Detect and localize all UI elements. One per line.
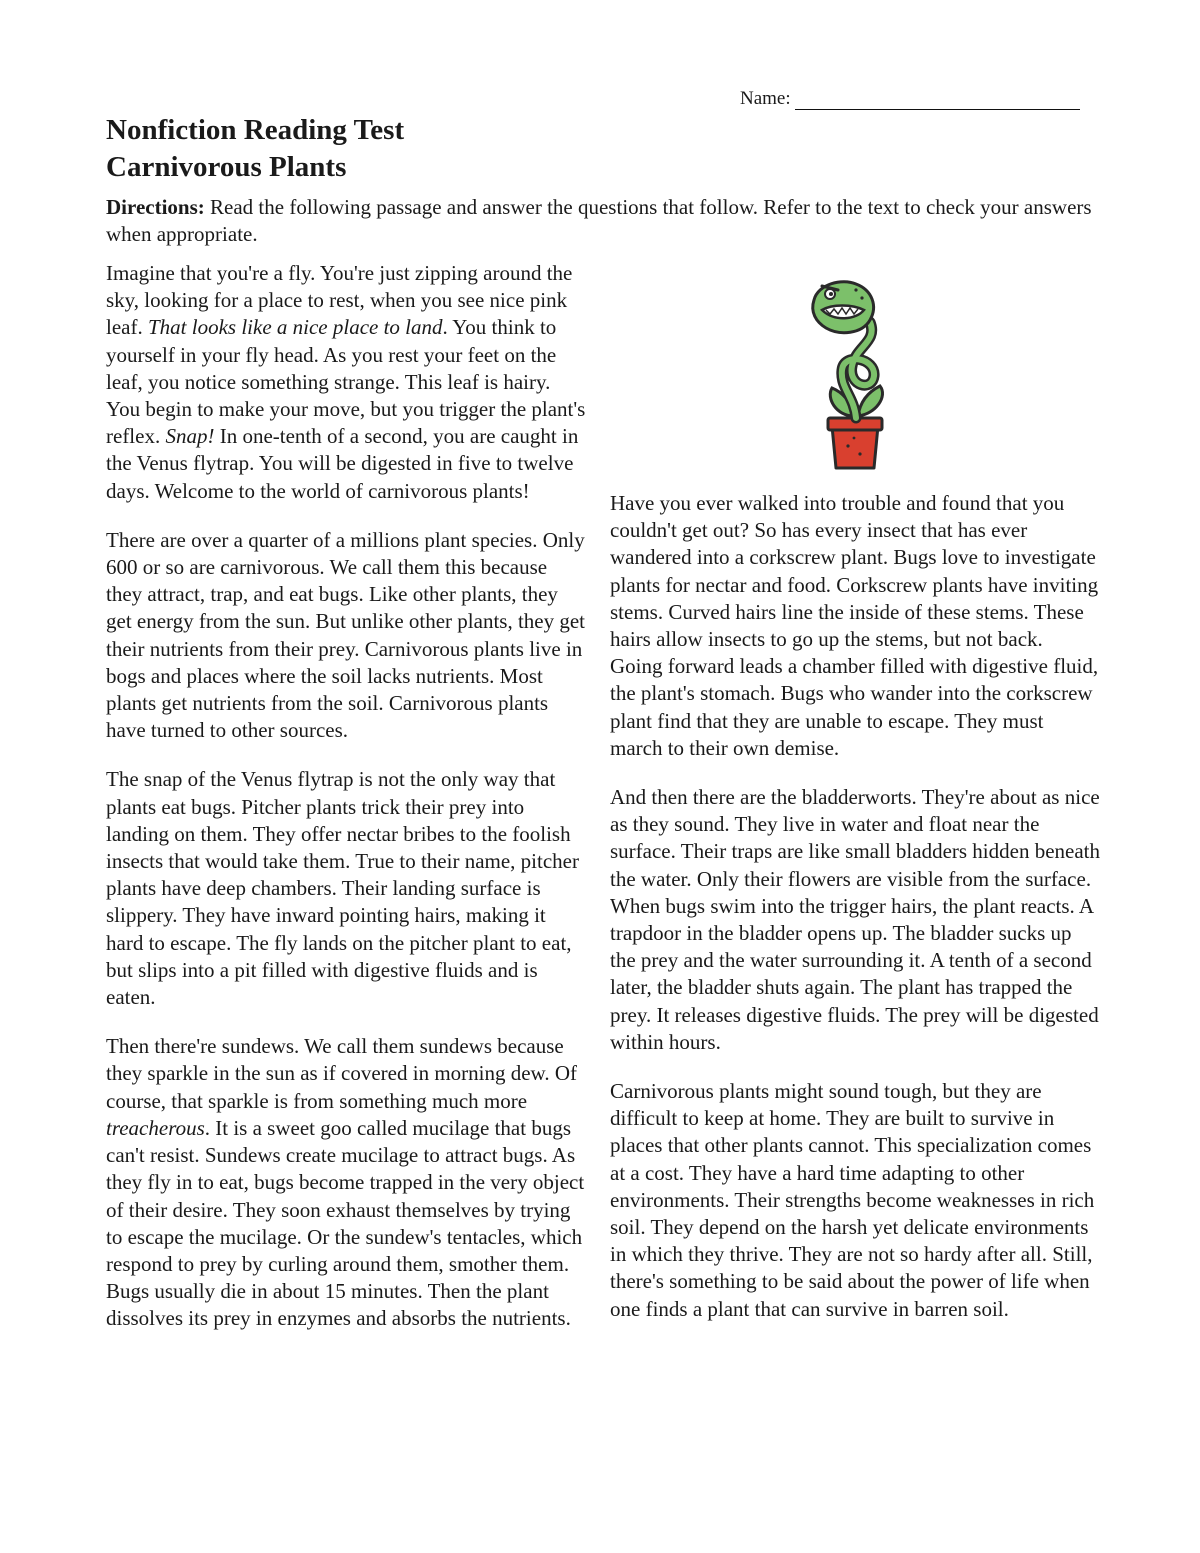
- passage-left-column: [106, 260, 588, 1355]
- name-field: [740, 88, 1080, 110]
- directions: [106, 194, 1096, 247]
- name-label: Name:: [740, 88, 791, 109]
- pot-dot: [846, 444, 849, 447]
- italic-run: Snap!: [165, 424, 215, 449]
- passage-paragraph-5: Have you ever walked into trouble and found that you couldn't get out? So has every insect that has ever wandered into a corkscrew plant. Bugs love to investigate plants for nectar and food. Corkscrew plants have inviting stems. Curved hairs line the inside of these stems. These hairs allow insects to go up the stems, but not back. Going forward leads a chamber filled with digestive fluid, the plant's stomach. Bugs who wander into the corkscrew plant find that they are unable to escape. They must march to their own demise.: [610, 491, 1099, 760]
- text-run: . It is a sweet goo called mucilage that bugs can't resist. Sundews create mucilage to attract bugs. As they fly in to eat, bugs become trapped in the very object of their desire. They soon exhaust themselves by trying to escape the mucilage. Or the sundew's tentacles, which respond to prey by curling around them, smother them. Bugs usually die in about 15 minutes. Then the plant dissolves its prey in enzymes and absorbs the nutrients.: [106, 1115, 585, 1331]
- name-blank-line[interactable]: [795, 91, 1080, 110]
- leaf-right: [858, 386, 883, 416]
- passage-paragraph-6: And then there are the bladderworts. They're about as nice as they sound. They live in water and float near the surface. Their traps are like small bladders hidden beneath the water. Only their flowers are visible from the surface. When bugs swim into the trigger hairs, the plant reacts. A trapdoor in the bladder opens up. The bladder sucks up the prey and the water surrounding it. A tenth of a second later, the bladder shuts again. The plant has trapped the prey. It releases digestive fluids. The prey will be digested within hours.: [610, 785, 1101, 1054]
- pot-dot: [858, 452, 861, 455]
- passage-paragraph-4: [106, 1033, 588, 1332]
- directions-label: Directions:: [106, 195, 205, 219]
- directions-text: Read the following passage and answer the questions that follow. Refer to the text to check your answers when appropriate.: [106, 195, 1092, 246]
- passage-paragraph-3: The snap of the Venus flytrap is not the only way that plants eat bugs. Pitcher plants trick their prey into landing on them. They offer nectar bribes to the foolish insects that would take them. True to their name, pitcher plants have deep chambers. Their landing surface is slippery. They have inward pointing hairs, making it hard to escape. The fly lands on the pitcher plant to eat, but slips into a pit filled with digestive fluids and is eaten.: [106, 767, 579, 1010]
- passage-paragraph-1: [106, 260, 588, 505]
- text-run: Then there're sundews. We call them sundews because they sparkle in the sun as if covered in morning dew. Of course, that sparkle is from something much more: [106, 1034, 578, 1113]
- text-run: Imagine that you're a fly. You're just zipping around the sky, looking for a place to rest, when you see nice pink leaf.: [106, 261, 573, 340]
- passage-paragraph-7: Carnivorous plants might sound tough, but they are difficult to keep at home. They are built to survive in places that other plants cannot. This specialization comes at a cost. They have a hard time adapting to other environments. Their strengths become weaknesses in rich soil. They depend on the harsh yet delicate environments in which they thrive. They are not so hardy after all. Still, there's something to be said about the power of life when one finds a plant that can survive in barren soil.: [610, 1079, 1095, 1321]
- italic-run: That looks like a nice place to land: [147, 315, 443, 340]
- italic-run: treacherous: [106, 1115, 205, 1140]
- pot-icon: [832, 426, 878, 468]
- page-title: [106, 112, 404, 186]
- title-line-2: Carnivorous Plants: [106, 151, 347, 183]
- plant-spot: [854, 288, 857, 291]
- text-run: . You think to yourself in your fly head. As you rest your feet on the leaf, you notice something strange. This leaf is hairy. You begin to make your move, but you trigger the plant's reflex.: [106, 315, 586, 449]
- text-run: In one-tenth of a second, you are caught in the Venus flytrap. You will be digested in five to twelve days. Welcome to the world of carnivorous plants!: [106, 424, 579, 503]
- passage-paragraph-2: There are over a quarter of a millions plant species. Only 600 or so are carnivorous. We call them this because they attract, trap, and eat bugs. Like other plants, they get energy from the sun. But unlike other plants, they get their nutrients from their prey. Carnivorous plants live in bogs and places where the soil lacks nutrients. Most plants get nutrients from the soil. Carnivorous plants have turned to other sources.: [106, 527, 586, 743]
- plant-pupil: [829, 292, 833, 296]
- plant-spot: [860, 296, 863, 299]
- carnivorous-plant-illustration: [796, 276, 914, 472]
- passage-right-column: [610, 490, 1100, 1345]
- pot-dot: [853, 437, 856, 440]
- title-line-1: Nonfiction Reading Test: [106, 114, 405, 146]
